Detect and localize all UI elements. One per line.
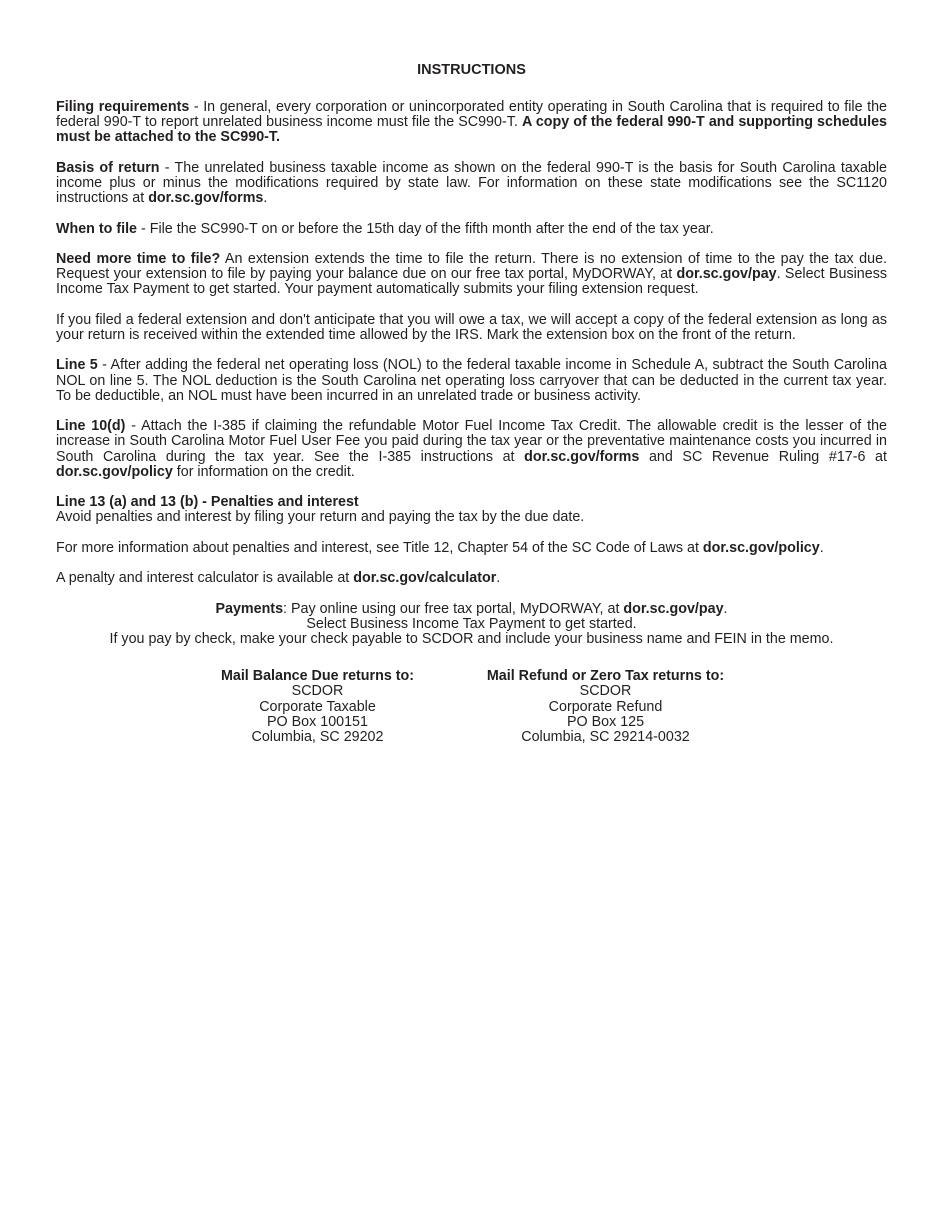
when-to-file-text: - File the SC990-T on or before the 15th day of the fifth month after the end of the tax year. (137, 220, 714, 237)
policy-link[interactable]: dor.sc.gov/policy (56, 463, 173, 480)
forms-link[interactable]: dor.sc.gov/forms (524, 448, 640, 465)
address-line: Columbia, SC 29202 (251, 728, 384, 745)
refund-heading: Mail Refund or Zero Tax returns to: (486, 668, 725, 685)
more-info-text: For more information about penalties and interest, see Title 12, Chapter 54 of the SC Code of Laws at (56, 539, 703, 556)
filing-requirements-text: - In general, every corporation or unincorporated entity operating in South Carolina that is required to file the federal 990-T to report unrelated business income must file the SC990-T. (56, 99, 887, 131)
balance-due-heading: Mail Balance Due returns to: (220, 668, 415, 685)
payments-line-1 (56, 602, 887, 617)
payments-block (56, 602, 887, 648)
address-line: SCDOR (291, 683, 344, 700)
when-to-file-heading: When to file (56, 220, 138, 237)
address-line: PO Box 100151 (267, 713, 368, 730)
pay-link[interactable]: dor.sc.gov/pay (623, 600, 724, 617)
line-10d-heading: Line 10(d) (56, 418, 126, 435)
basis-of-return-paragraph (56, 161, 887, 207)
line-10d-text-2: and SC Revenue Ruling #17-6 at (639, 448, 887, 465)
line-10d-text: - Attach the I-385 if claiming the refundable Motor Fuel Income Tax Credit. The allowable credit is the lesser of the increase in South Carolina Motor Fuel User Fee you paid during the tax year or the preventative maintenance costs you incurred in South Carolina during the tax year. See the I-385 instructions at (56, 418, 887, 465)
calculator-link[interactable]: dor.sc.gov/calculator (353, 570, 497, 587)
need-more-time-heading: Need more time to file? (56, 250, 221, 267)
line-5-paragraph (56, 358, 887, 404)
pay-link[interactable]: dor.sc.gov/pay (676, 266, 777, 283)
instructions-page (56, 60, 887, 745)
calculator-text: A penalty and interest calculator is available at (56, 570, 354, 587)
more-info-end: . (819, 539, 824, 556)
line-5-text: - After adding the federal net operating loss (NOL) to the federal taxable income in Schedule A, subtract the South Carolina NOL on line 5. The NOL deduction is the South Carolina net operating loss carryover that can be deducted in the current tax year. To be deductible, an NOL must have been incurred in an unrelated trade or business activity. (56, 357, 887, 404)
filing-requirements-attachment-note: A copy of the federal 990-T and supporting schedules must be attached to the SC990-T. (56, 114, 887, 146)
payments-line-3: If you pay by check, make your check payable to SCDOR and include your business name and FEIN in the memo. (109, 630, 834, 647)
calculator-end: . (496, 570, 501, 587)
line-13-paragraph (56, 495, 887, 525)
need-more-time-paragraph (56, 252, 887, 298)
filing-requirements-heading: Filing requirements (56, 99, 190, 115)
filing-requirements-paragraph (56, 100, 887, 146)
mailing-addresses (56, 669, 887, 745)
basis-of-return-text: - The unrelated business taxable income as shown on the federal 990-T is the basis for South Carolina taxable income plus or minus the modifications required by state law. For information on these state modifications see the SC1120 instructions at (56, 159, 887, 207)
federal-extension-paragraph: If you filed a federal extension and don't anticipate that you will owe a tax, we will accept a copy of the federal extension as long as your return is received within the extended time allowed by the IRS. Mark the extension box on the front of the return. (56, 311, 887, 343)
address-line: SCDOR (579, 683, 632, 700)
when-to-file-paragraph (56, 222, 887, 237)
line-10d-text-3: for information on the credit. (172, 463, 355, 480)
forms-link[interactable]: dor.sc.gov/forms (148, 190, 264, 207)
address-line: Corporate Taxable (259, 698, 376, 715)
more-info-paragraph (56, 541, 887, 556)
basis-of-return-heading: Basis of return (56, 159, 160, 176)
page-title: INSTRUCTIONS (417, 62, 526, 78)
payments-text: : Pay online using our free tax portal, MyDORWAY, at (283, 600, 624, 617)
address-line: Columbia, SC 29214-0032 (521, 728, 690, 745)
line-10d-paragraph (56, 419, 887, 480)
basis-of-return-end: . (263, 190, 268, 207)
address-line: Corporate Refund (548, 698, 663, 715)
line-13-text: Avoid penalties and interest by filing your return and paying the tax by the due date. (56, 509, 585, 526)
payments-heading: Payments (215, 600, 284, 617)
calculator-paragraph (56, 571, 887, 586)
payments-line-2: Select Business Income Tax Payment to get started. (306, 615, 637, 632)
payments-end: . (723, 600, 728, 617)
balance-due-address (188, 669, 448, 745)
need-more-time-text-2: . Select Business Income Tax Payment to get started. Your payment automatically submits your filing extension request. (56, 266, 887, 298)
refund-address (456, 669, 756, 745)
need-more-time-text: An extension extends the time to file the return. There is no extension of time to the pay the tax due. Request your extension to file by paying your balance due on our free tax portal, MyDORWAY, at (56, 250, 887, 283)
policy-link[interactable]: dor.sc.gov/policy (702, 539, 820, 556)
line-5-heading: Line 5 (56, 357, 98, 374)
line-13-heading: Line 13 (a) and 13 (b) - Penalties and interest (56, 494, 359, 511)
address-line: PO Box 125 (566, 713, 645, 730)
